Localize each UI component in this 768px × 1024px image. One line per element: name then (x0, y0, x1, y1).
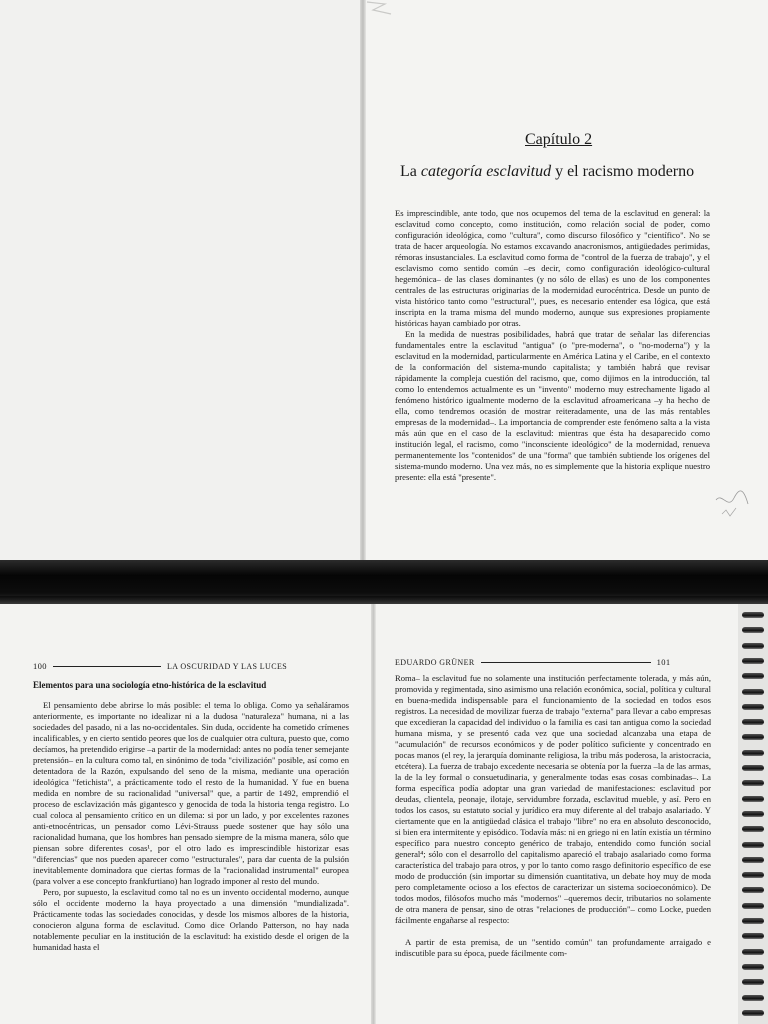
spiral-coil (742, 673, 764, 679)
spiral-coil (742, 842, 764, 848)
spiral-coil (742, 689, 764, 695)
header-rule (53, 666, 161, 667)
spiral-coil (742, 887, 764, 893)
page-number: 101 (656, 657, 671, 667)
spiral-coil (742, 903, 764, 909)
running-head-author: EDUARDO GRÜNER (395, 657, 475, 667)
spiral-coil (742, 765, 764, 771)
spiral-coil (742, 872, 764, 878)
page-smudge (365, 0, 395, 30)
spiral-coil (742, 811, 764, 817)
right-running-header (395, 657, 713, 667)
right-page-body-text (395, 673, 711, 959)
spiral-coil (742, 719, 764, 725)
spiral-coil (742, 857, 764, 863)
paragraph: Pero, por supuesto, la esclavitud como tal no es un invento occidental moderno, aunque sólo el occidente moderno la haya proyectado a una dimensión "mundializada". Prácticamente todas las sociedades conocidas, y desde los mismos albores de la historia, conocieron alguna forma de esclavitud. Como dice Orlando Patterson, no hay nada notablemente peculiar en la institución de la esclavitud: ha existido desde el origen de la humanidad hasta el (33, 887, 349, 952)
spiral-coil (742, 964, 764, 970)
book-gutter-top (360, 0, 366, 566)
spiral-coil (742, 627, 764, 633)
scan-shadow-edge (0, 596, 768, 604)
spiral-coil (742, 780, 764, 786)
spiral-coil (742, 658, 764, 664)
spiral-coil (742, 949, 764, 955)
spiral-coil (742, 612, 764, 618)
paragraph: Roma– la esclavitud fue no solamente una institución perfectamente tolerada, y más aún, promovida y regimentada, sino asimismo una relación económica, social, política y cultural en buena-medida indispensable para el funcionamiento de la sociedad en todos esos registros. La necesidad de movilizar fuerza de trabajo "externa" para llevar a cabo empresas que excedieran la capacidad del individuo o la familia es casi tan antigua como la sociedad humana misma, y se presentó cada vez que una sociedad alcanzaba una etapa de "acumulación" de recursos económicos y de poder político suficiente y concentrado en pocas manos (el rey, la jerarquía dominante religiosa, la tribu más poderosa, la aristocracia, etcétera). La fuerza de trabajo excedente necesaria se obtenía por la fuerza –la de las armas, la de la ley formal o consuetudinaria, y generalmente todas esas cosas combinadas–. La forma específica podía adoptar una gran variedad de manifestaciones: esclavitud por deudas, clientela, peonaje, ilotaje, servidumbre forzada, esclavitud mueble, y así. Pero en todos los casos, su estatuto social y jurídico era muy diferente al del trabajo asalariado. Y ciertamente que en la antigüedad clásica el trabajo "libre" no era en absoluto desconocido, si bien era intermitente y episódico. Todavía más: ni en griego ni en latín existía un término específico para nuestro concepto genérico de trabajo, entendido como función social general⁴; sólo con el desarrollo del capitalismo apareció el trabajo asalariado como forma característica del trabajo para otros, y por lo tanto como rasgo definitorio específico de ese modo de producción (sin importar su dimensión cuantitativa, un debate hoy muy de moda pero completamente ocioso a los efectos de caracterizar un sistema socioeconómico). De todos modos, filósofos mucho más "modernos" –queremos decir, tributarios no solamente de otra manera de pensar, sino de otras "relaciones de producción"– como Locke, pueden fácilmente engañarse al respecto: (395, 673, 711, 925)
header-rule (481, 662, 651, 663)
left-running-header (33, 661, 348, 671)
paragraph: A partir de esta premisa, de un "sentido común" tan profundamente arraigado e indiscutible para su época, puede fácilmente com- (395, 937, 711, 958)
spiral-coil (742, 918, 764, 924)
spiral-binding (738, 604, 768, 1024)
paragraph: Es imprescindible, ante todo, que nos ocupemos del tema de la esclavitud en general: la esclavitud como concepto, como institución, como relación social de poder, como configuración ideológica, como "cultura", como discurso filosófico y "científico". No se trata de hacer arqueología. No estamos excavando anacronismos, antigüedades perimidas, rémoras insustanciales. La esclavitud como forma de "control de la fuerza de trabajo", y el esclavismo como sentido común –es decir, como configuración ideológico-cultural hegemónica– de las clases dominantes (y no sólo de ellas) es uno de los componentes centrales de las estructuras originarias de la modernidad eurocéntrica. Desde un punto de vista histórico tanto como "estructural", pues, es necesario entender esa lógica, que está inscripta en la trama misma del mundo moderno, aunque sus expresiones propiamente históricas hayan cambiado por otras. (395, 208, 710, 328)
page-number: 100 (33, 661, 47, 671)
spiral-coil (742, 826, 764, 832)
spiral-coil (742, 796, 764, 802)
left-page-body-text (33, 700, 349, 953)
chapter-title-italic: categoría esclavitud (420, 163, 552, 180)
spiral-coil (742, 933, 764, 939)
blank-left-page (0, 0, 362, 566)
running-head-title: LA OSCURIDAD Y LAS LUCES (166, 661, 288, 671)
spiral-coil (742, 995, 764, 1001)
spiral-coil (742, 979, 764, 985)
chapter-label: Capítulo 2 (525, 131, 593, 148)
spiral-coil (742, 643, 764, 649)
spiral-coil (742, 734, 764, 740)
chapter-title: La categoría esclavitud y el racismo moderno (400, 163, 695, 180)
section-heading: Elementos para una sociología etno-histórica de la esclavitud (33, 680, 267, 690)
spiral-coil (742, 750, 764, 756)
book-gutter-bottom (371, 604, 376, 1024)
paragraph: El pensamiento debe abrirse lo más posible: el tema lo obliga. Como ya señaláramos anteriormente, es importante no idealizar ni a la dudosa "naturaleza" humana, ni a las sociedades del pasado, ni a las no-occidentales. Sin duda, occidente ha cometido crímenes incalificables, y en cierto sentido peores que los de cualquier otra cultura, puesto que, como decíamos, ha pretendido erigirse –a partir de la modernidad: antes no podía tener semejante pretensión– en la cultura como tal, en sinónimo de toda "civilización" posible, así como en detentadora de la Razón, expulsando del seno de la misma, mediante una operación ideológica "fetichista", a prácticamente todo el resto de la humanidad. Y fue en buena medida en nombre de su racionalidad "universal" que, a partir de 1492, emprendió el proceso de esclavización más gigantesco y genocida de toda la historia tenga registro. Lo cual coloca al pensamiento crítico en un dilema: si por un lado, y por excelentes razones anti-etnocéntricas, un pensador como Lévi-Strauss puede sostener que hay sólo una racionalidad humana, que los hombres han pensado siempre de la misma manera, sólo que piensan sobre diferentes cosas¹, por el otro lado es imprescindible historizar esas "diferencias" que nos pueden aparecer como "estructurales", para dar cuenta de la pulsión inevitablemente dominadora que ciertas formas de la "racionalidad instrumental" europea (para volver a ese concepto frankfurtiano) han logrado imponer al resto del mundo. (33, 700, 349, 886)
spiral-coil (742, 1010, 764, 1016)
margin-scribble (712, 470, 752, 530)
paragraph: En la medida de nuestras posibilidades, habrá que tratar de señalar las diferencias fundamentales entre la esclavitud "antigua" (o "pre-moderna", o "no-moderna") y la esclavitud en la modernidad, particularmente en América Latina y el Caribe, en el contexto de la conformación del sistema-mundo capitalista; y también habrá que revisar rápidamente la compleja cuestión del racismo, que, como dijimos en la introducción, tal como lo entendemos actualmente es un "invento" moderno muy estrechamente ligado al fenómeno histórico igualmente moderno de la esclavitud afroamericana –y ha hecho de ella, como tendremos ocasión de mostrar reiteradamente, una de las más rentables empresas de la modernidad–. La importancia de comprender este fenómeno salta a la vista más aún que en el caso de la esclavitud: mientras que ésta ha desaparecido como institución legal, el racismo, como "inconsciente ideológico" de la modernidad, renueva permanentemente los "contenidos" de una "forma" que también subtiende los orígenes del sistema-mundo moderno. Una vez más, no es simplemente que la historia explique nuestro presente: ella está "presente". (395, 329, 710, 482)
spiral-coil (742, 704, 764, 710)
chapter-body-text (395, 208, 710, 483)
